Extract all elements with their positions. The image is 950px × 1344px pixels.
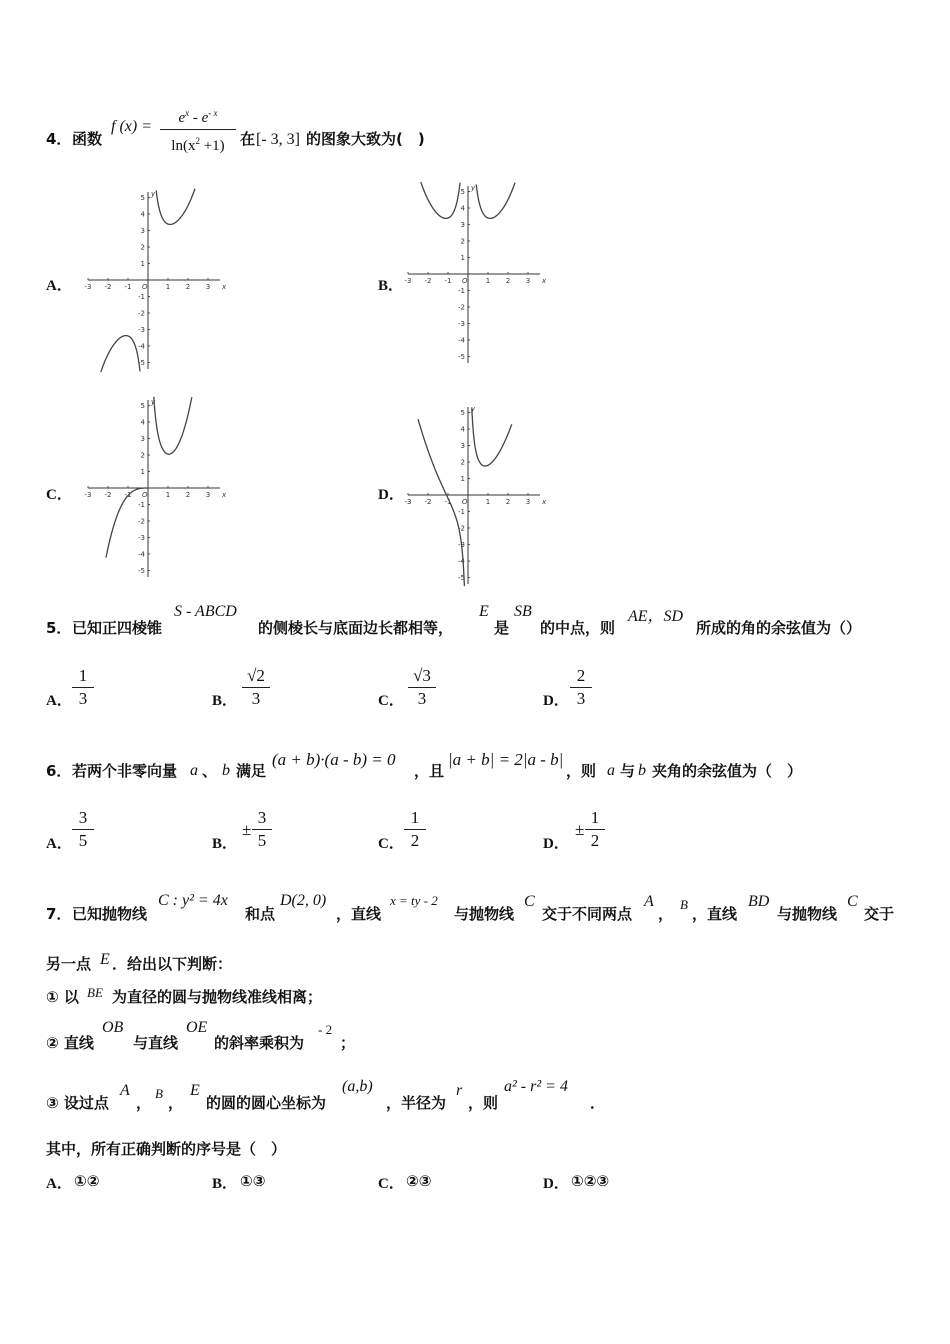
q7-j3-comma1: ， [136,1094,152,1112]
q7-j3-c: ，半径为 [386,1094,447,1112]
function-curve [154,397,192,454]
q6-d-sign: ± [575,820,585,839]
q6-t1: 若两个非零向量 [72,762,178,780]
q6-b: b [222,762,230,779]
q4-option-c-label[interactable]: C． [46,487,72,503]
x-tick-label: -1 [444,277,452,285]
q4-graph-b[interactable] [400,182,550,367]
q5-d-num: 2 [576,666,586,685]
q4-num-sup1: x [185,108,190,118]
q7-comma: ， [658,905,674,923]
q4-lead: 函数 [72,130,103,148]
q5-ae-sd: AE，SD [628,608,684,625]
q7-j2-a: ② 直线 [46,1034,94,1052]
y-axis-label: y [471,184,476,192]
y-tick-label: -4 [458,557,465,566]
q6-a: a [190,762,198,779]
q5-t1: 已知正四棱锥 [72,619,163,637]
q5-option-a-value[interactable] [72,666,94,709]
q7-option-d-text[interactable]: ①②③ [571,1172,610,1190]
q4-den-sup: 2 [195,136,200,146]
q7-t1: 已知抛物线 [72,905,148,923]
x-tick-label: 2 [185,491,191,499]
x-tick-label: -3 [404,277,412,285]
q6-b-den: 5 [257,831,267,850]
q7-j2-c: 的斜率乘积为 [214,1034,305,1052]
q6-option-d-label[interactable]: D． [543,836,569,852]
q5-option-d-value[interactable] [570,666,592,709]
y-tick-label: -3 [138,534,145,542]
q7-t6: ，直线 [692,905,738,923]
function-curve [156,189,195,225]
q4-option-a-label[interactable]: A． [46,278,72,294]
q4-graph-a[interactable] [80,188,230,373]
y-tick-label: 2 [460,458,465,467]
x-tick-label: -1 [124,491,132,499]
q6-option-c-value[interactable] [404,808,426,851]
q4-tail: 的图象大致为( ) [306,130,425,148]
y-tick-label: -5 [458,574,465,582]
q7-pb: B [680,897,688,912]
q5-option-b-value[interactable] [242,666,270,709]
x-tick-label: -3 [404,498,412,506]
q7-option-b-label[interactable]: B． [212,1176,238,1192]
y-axis-label: y [151,398,156,406]
y-tick-label: 5 [460,188,465,196]
q7-pa: A [644,893,654,910]
q7-j3-d: ，则 [468,1094,499,1112]
q5-t4: 的中点，则 [540,619,616,637]
y-tick-label: 1 [140,468,145,476]
q7-line2-a: 另一点 [46,955,92,973]
q7-line: x = ty - 2 [390,893,438,908]
q6-option-d-value[interactable] [585,808,605,851]
y-tick-label: 3 [460,221,465,229]
q7-point-d: D(2, 0) [280,892,327,909]
q6-b-num: 3 [257,808,267,827]
q7-rel: a² - r² = 4 [504,1078,568,1095]
q7-r: r [456,1082,463,1099]
q4-num-e1: e [178,110,186,126]
function-curve [421,182,460,218]
function-curve [472,408,512,466]
q6-c-num: 1 [410,808,420,827]
x-tick-label: -3 [84,491,92,499]
q7-option-c-text[interactable]: ②③ [406,1172,432,1190]
function-curve [101,336,140,372]
q7-option-a-text[interactable]: ①② [74,1172,100,1190]
x-tick-label: -2 [424,498,432,506]
q5-option-b-label[interactable]: B． [212,693,238,709]
y-tick-label: 2 [460,237,465,246]
q5-option-a-label[interactable]: A． [46,693,72,709]
q4-formula-fraction [160,103,236,156]
q7-t3: ，直线 [336,905,382,923]
q5-a-den: 3 [78,689,88,708]
q5-option-c-label[interactable]: C． [378,693,404,709]
q7-j3-pe: E [190,1082,200,1099]
q5-a-num: 1 [78,666,88,685]
q7-ob: OB [102,1019,124,1036]
q7-line2-b: ．给出以下判断： [112,955,233,973]
q7-j1-b: 为直径的圆与抛物线准线相离； [112,988,323,1006]
x-tick-label: 3 [205,283,211,291]
y-tick-label: -5 [138,359,145,367]
q6-a-den: 5 [78,831,88,850]
y-tick-label: -1 [458,508,465,516]
q7-summary: 其中，所有正确判断的序号是（ ） [46,1140,287,1158]
y-tick-label: 5 [140,402,145,410]
q5-d-den: 3 [576,689,586,708]
q6-option-b-value[interactable] [252,808,272,851]
y-tick-label: -3 [458,320,465,328]
q7-pe: E [100,951,110,968]
origin-label: O [462,277,468,285]
x-axis-label: x [222,491,227,499]
q5-t5: 所成的角的余弦值为（） [696,619,862,637]
x-tick-label: 1 [485,277,491,285]
q5-c-num: √3 [413,666,431,685]
q5-e: E [479,603,489,620]
q7-j1-a: ① 以 [46,988,79,1006]
q4-fx: f (x) = [111,118,152,135]
q6-sep: 、 [202,762,218,780]
y-tick-label: -4 [138,550,145,559]
q7-j2-b: 与直线 [133,1034,179,1052]
x-tick-label: 1 [165,491,171,499]
q6-d-num: 1 [590,808,600,827]
y-tick-label: -4 [138,342,145,351]
q7-j3-pb: B [155,1086,163,1101]
q6-option-c-label[interactable]: C． [378,836,404,852]
y-tick-label: -5 [138,567,145,575]
y-tick-label: -4 [458,336,465,345]
x-tick-label: -1 [444,498,452,506]
q7-t5: 交于不同两点 [542,905,633,923]
x-tick-label: -2 [104,283,112,291]
y-tick-label: -2 [458,524,465,533]
q7-bd: BD [748,893,770,910]
y-tick-label: 3 [140,435,145,443]
y-tick-label: 4 [460,204,465,213]
q5-option-c-value[interactable] [408,666,436,709]
y-axis-label: y [471,405,476,413]
q7-be: BE [87,985,103,1000]
q7-c: C [524,893,535,910]
q4-den: ln(x [171,138,196,154]
x-tick-label: 2 [185,283,191,291]
q6-b2: b [638,762,646,779]
q4-graph-d[interactable] [400,403,550,588]
q4-graph-c[interactable] [80,396,230,581]
y-tick-label: 1 [460,475,465,483]
q5-t3: 是 [494,619,510,637]
q6-t4: ，则 [566,762,597,780]
function-curve [476,183,515,219]
q7-option-d-label[interactable]: D． [543,1176,569,1192]
q7-j3-comma2: ， [168,1094,184,1112]
q5-number: 5． [46,619,72,637]
x-tick-label: 1 [165,283,171,291]
q7-j3-a: ③ 设过点 [46,1094,109,1112]
y-tick-label: -1 [138,293,145,301]
origin-label: O [142,491,148,499]
origin-label: O [462,498,468,506]
y-tick-label: -3 [458,541,465,549]
q4-option-b-label[interactable]: B． [378,278,404,294]
q5-c-den: 3 [417,689,427,708]
q7-option-b-text[interactable]: ①③ [240,1172,266,1190]
q7-t7: 与抛物线 [777,905,838,923]
y-tick-label: -3 [138,326,145,334]
origin-label: O [142,283,148,291]
y-tick-label: 3 [460,442,465,450]
q4-option-d-label[interactable]: D． [378,487,404,503]
q6-number: 6． [46,762,72,780]
y-tick-label: -2 [138,309,145,318]
q5-pyramid: S - ABCD [174,603,237,620]
q7-option-a-label[interactable]: A． [46,1176,72,1192]
q7-oe: OE [186,1019,208,1036]
q4-mid: 在 [240,130,256,148]
q7-center: (a,b) [342,1078,373,1095]
q6-t5: 与 [620,762,636,780]
y-tick-label: 2 [140,243,145,252]
q4-num-sup2: - x [208,108,218,118]
q4-num-mid: - e [189,110,209,126]
y-tick-label: 4 [460,425,465,434]
q7-dot: ． [590,1094,606,1112]
q4-interval: [- 3, 3] [256,131,300,148]
x-tick-label: -2 [104,491,112,499]
q7-option-c-label[interactable]: C． [378,1176,404,1192]
x-tick-label: -1 [124,283,132,291]
y-tick-label: -2 [458,303,465,312]
y-tick-label: 1 [460,254,465,262]
y-axis-label: y [151,190,156,198]
x-tick-label: 3 [525,498,531,506]
q7-c2: C [847,893,858,910]
y-tick-label: -1 [138,501,145,509]
q7-j3-pa: A [120,1082,130,1099]
q6-a-num: 3 [78,808,88,827]
q7-semi: ； [340,1034,356,1052]
y-tick-label: -2 [138,517,145,526]
q6-option-b-label[interactable]: B． [212,836,238,852]
x-axis-label: x [222,283,227,291]
q6-t6: 夹角的余弦值为（ ） [652,762,803,780]
x-tick-label: 2 [505,277,511,285]
q6-d-den: 2 [590,831,600,850]
q7-t2: 和点 [245,905,276,923]
x-tick-label: 3 [525,277,531,285]
q5-b-den: 3 [251,689,261,708]
q5-option-d-label[interactable]: D． [543,693,569,709]
q6-t2: 满足 [236,762,267,780]
q5-t2: 的侧棱长与底面边长都相等， [258,619,454,637]
q6-t3: ，且 [414,762,445,780]
q6-a2: a [607,762,615,779]
q5-b-num: √2 [247,666,265,685]
x-axis-label: x [542,277,547,285]
x-axis-label: x [542,498,547,506]
y-tick-label: -5 [458,353,465,361]
x-tick-label: 2 [505,498,511,506]
q6-option-a-label[interactable]: A． [46,836,72,852]
q6-c-den: 2 [410,831,420,850]
q7-parabola: C : y² = 4x [158,892,228,909]
q7-t4: 与抛物线 [454,905,515,923]
y-tick-label: 5 [140,194,145,202]
q6-eq2: |a + b| = 2|a - b| [448,750,564,769]
q4-number: 4． [46,130,72,148]
x-tick-label: -2 [424,277,432,285]
y-tick-label: 1 [140,260,145,268]
q7-t8: 交于 [864,905,895,923]
q5-sb: SB [514,603,532,620]
y-tick-label: 4 [140,418,145,427]
x-tick-label: -3 [84,283,92,291]
q4-den-end: +1) [199,138,225,154]
q7-number: 7． [46,905,72,923]
y-tick-label: 2 [140,451,145,460]
y-tick-label: 4 [140,210,145,219]
x-tick-label: 3 [205,491,211,499]
q7-j3-b: 的圆的圆心坐标为 [206,1094,327,1112]
x-tick-label: 1 [485,498,491,506]
q6-eq1: (a + b)·(a - b) = 0 [272,750,396,769]
y-tick-label: 5 [460,409,465,417]
y-tick-label: 3 [140,227,145,235]
q7-neg2: - 2 [318,1022,333,1037]
q6-b-sign: ± [242,820,252,839]
y-tick-label: -1 [458,287,465,295]
q6-option-a-value[interactable] [72,808,94,851]
